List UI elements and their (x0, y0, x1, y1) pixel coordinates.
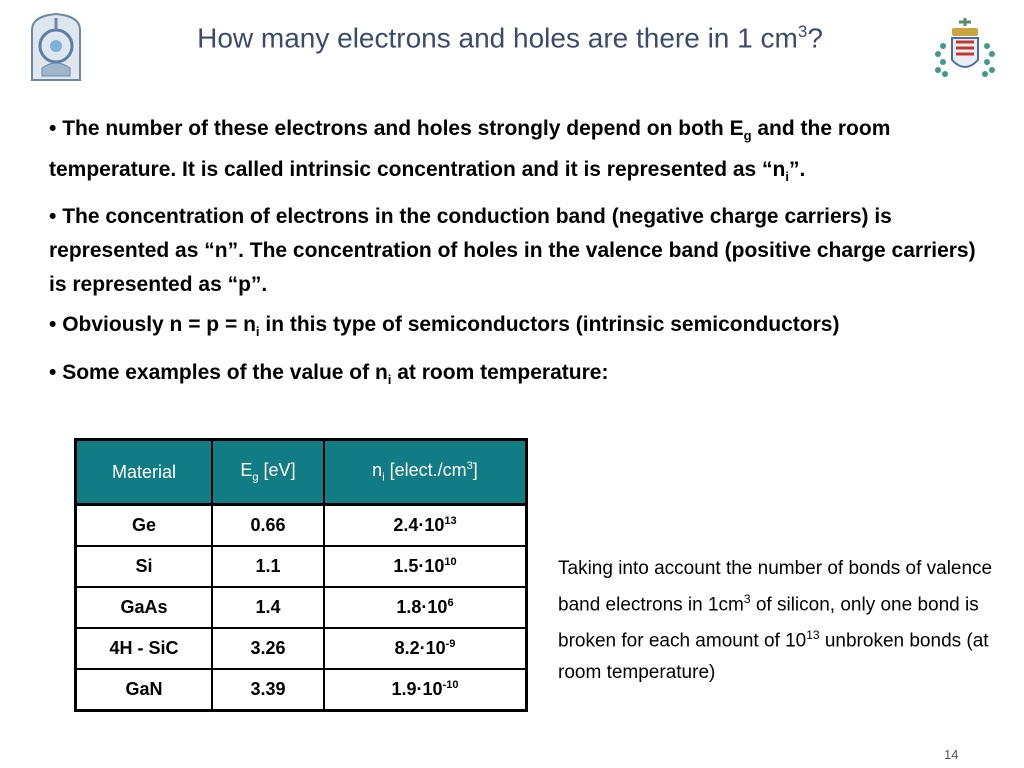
cell-ni: $1.8\cdot 10^6$ (324, 587, 527, 628)
cell-ni: $2.4\cdot 10^{13}$ (324, 505, 527, 547)
university-emblem-icon (22, 10, 90, 86)
slide-title: How many electrons and holes are there in 1 $cm^3$? (197, 22, 823, 54)
table-row (76, 546, 527, 587)
cell-material: Ge (76, 505, 213, 547)
cell-ni: $1.9\cdot 10^{-10}$ (324, 669, 527, 711)
coat-of-arms-icon (930, 14, 1000, 82)
bullet-item: • The number of these electrons and holes strongly depend on both $E_g$ and the room temperature. It is called intrinsic concentration and it is represented as “$n_i$”. (49, 117, 891, 185)
bullet-item: • The concentration of electrons in the conduction band (negative charge carriers) is represented as “n”. The concentration of holes in the valence band (positive charge carriers) is represented as “p”. (49, 205, 976, 297)
cell-material: Si (76, 546, 213, 587)
cell-eg: 1.4 (212, 587, 324, 628)
cell-ni: $1.5\cdot 10^{10}$ (324, 546, 527, 587)
table-row (76, 505, 527, 547)
bullet-item: • Some examples of the value of $n_i$ at room temperature: (49, 360, 609, 387)
table-row (76, 587, 527, 628)
bullet-item: • Obviously $n = p = n_i$ in this type of semiconductors (intrinsic semiconductors) (49, 313, 840, 340)
page-number: 14 (944, 747, 959, 762)
table-row (76, 669, 527, 711)
table-header-row (76, 440, 527, 505)
bullet-list (49, 112, 984, 403)
cell-material: GaAs (76, 587, 213, 628)
cell-ni: $8.2\cdot 10^{-9}$ (324, 628, 527, 669)
cell-eg: 3.39 (212, 669, 324, 711)
cell-material: 4H - SiC (76, 628, 213, 669)
cell-eg: 0.66 (212, 505, 324, 547)
cell-material: GaN (76, 669, 213, 711)
side-note: Taking into account the number of bonds of valence band electrons in $1cm^3$ of silicon, only one bond is broken for each amount of $10^{13}$ unbroken bonds (at room temperature) (558, 558, 993, 683)
cell-eg: 1.1 (212, 546, 324, 587)
header-ni: $n_i$ $[elect./cm^3]$ (324, 440, 527, 505)
header-material: Material (76, 440, 213, 505)
cell-eg: 3.26 (212, 628, 324, 669)
table-row (76, 628, 527, 669)
header-eg: $E_g$ [eV] (212, 440, 324, 505)
semiconductor-table (74, 438, 528, 712)
